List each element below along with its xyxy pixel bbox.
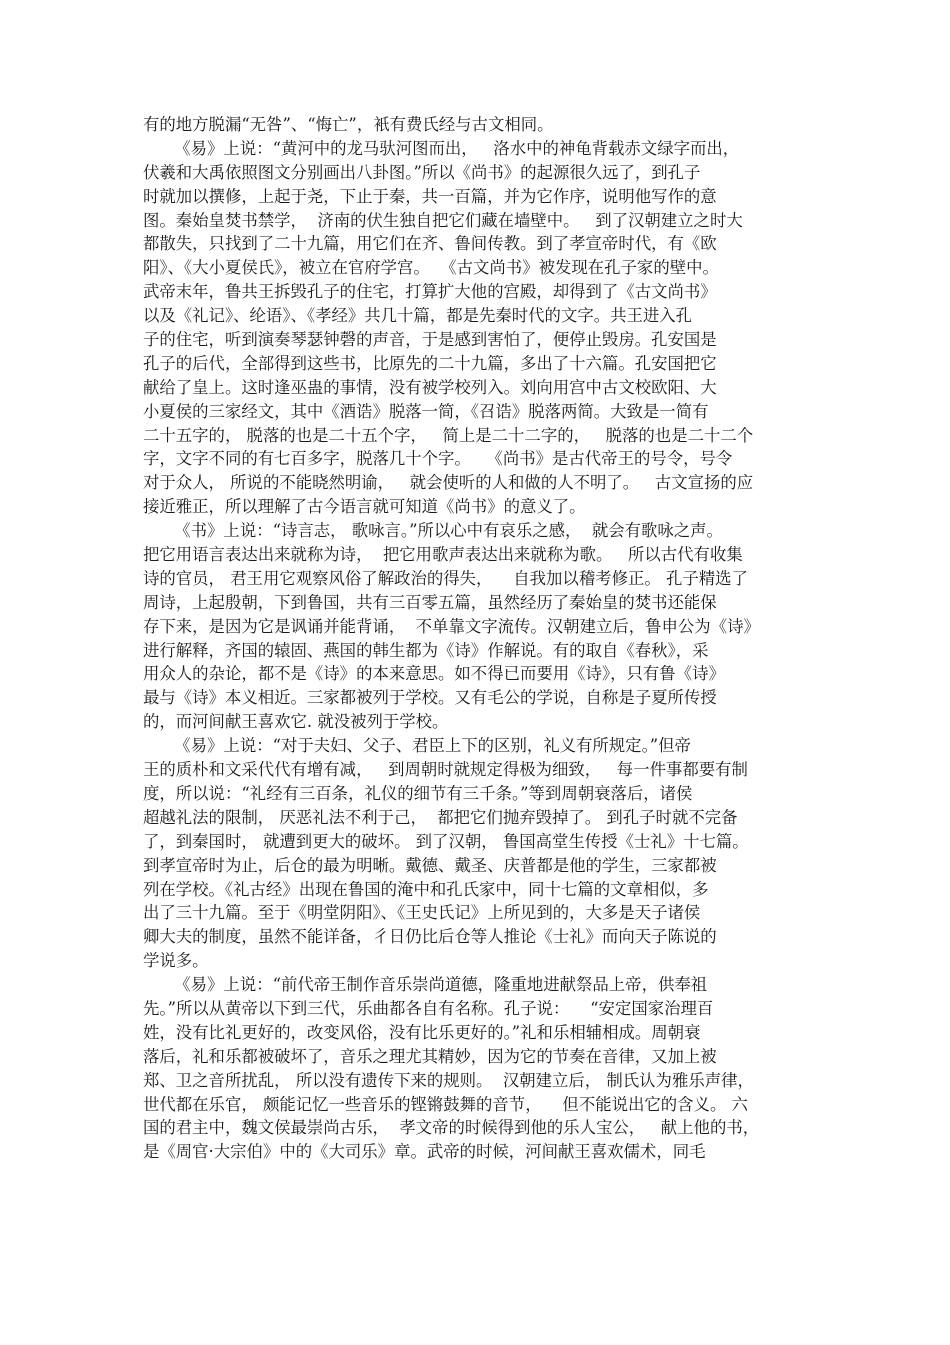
text-line: 国的君主中，魏文侯最崇尚古乐， 孝文帝的时候得到他的乐人宝公， 献上他的书， xyxy=(143,1118,760,1138)
text-line: 存下来，是因为它是讽诵并能背诵， 不单靠文字流传。汉朝建立后，鲁申公为《诗》 xyxy=(143,616,760,636)
text-line: 超越礼法的限制， 厌恶礼法不利于己， 都把它们抛弃毁掉了。 到孔子时就不完备 xyxy=(143,807,738,827)
text-line: 学说多。 xyxy=(143,951,209,971)
text-line: 《书》上说：“诗言志， 歌咏言。”所以心中有哀乐之感， 就会有歌咏之声。 xyxy=(143,521,723,541)
text-line: 落后，礼和乐都被破坏了，音乐之理尤其精妙，因为它的节奏在音律，又加上被 xyxy=(143,1046,717,1066)
text-line: 以及《礼记》、纶语》、《孝经》共几十篇，都是先秦时代的文字。共王进入孔 xyxy=(143,306,693,326)
text-line: 先。”所以从黄帝以下到三代，乐曲都各自有名称。孔子说： “安定国家治理百 xyxy=(143,998,714,1018)
text-line: 周诗，上起殷朝，下到鲁国，共有三百零五篇，虽然经历了秦始皇的焚书还能保 xyxy=(143,592,717,612)
text-line: 都散失，只找到了二十九篇，用它们在齐、鲁间传教。到了孝宣帝时代，有《欧 xyxy=(143,234,717,254)
text-line: 出了三十九篇。至于《明堂阴阳》、《王史氏记》上所见到的，大多是天子诸侯 xyxy=(143,903,701,923)
text-line: 二十五字的， 脱落的也是二十五个字， 简上是二十二字的， 脱落的也是二十二个 xyxy=(143,425,754,445)
text-line: 是《周官·大宗伯》中的《大司乐》章。武帝的时候，河间献王喜欢儒术，同毛 xyxy=(143,1142,706,1162)
text-line: 卿大夫的制度，虽然不能详备，彳日仍比后仓等人推论《士礼》而向天子陈说的 xyxy=(143,927,717,947)
text-line: 姓，没有比礼更好的，改变风俗，没有比乐更好的。”礼和乐相辅相成。周朝衰 xyxy=(143,1022,701,1042)
body-text xyxy=(143,113,823,1164)
text-line: 献给了皇上。这时逢巫蛊的事情，没有被学校列入。刘向用宫中古文校欧阳、大 xyxy=(143,377,717,397)
text-line: 孔子的后代，全部得到这些书，比原先的二十九篇，多出了十六篇。孔安国把它 xyxy=(143,353,717,373)
text-line: 度，所以说：“礼经有三百条，礼仪的细节有三千条。”等到周朝衰落后，诸侯 xyxy=(143,783,693,803)
text-line: 时就加以撰修，上起于尧，下止于秦，共一百篇，并为它作序，说明他写作的意 xyxy=(143,186,717,206)
text-line: 阳》、《大小夏侯氏》，被立在官府学宫。 《古文尚书》被发现在孔子家的壁中。 xyxy=(143,258,719,278)
text-line: 小夏侯的三家经文，其中《酒诰》脱落一简，《召诰》脱落两简。大致是一简有 xyxy=(143,401,709,421)
text-line: 有的地方脱漏“无咎”、“悔亡”，衹有费氏经与古文相同。 xyxy=(143,115,554,134)
text-line: 子的住宅，听到演奏琴瑟钟磬的声音，于是感到害怕了，便停止毁房。孔安国是 xyxy=(143,330,717,350)
text-line: 《易》上说：“前代帝王制作音乐崇尚道德，隆重地进献祭品上帝，供奉祖 xyxy=(143,975,708,995)
text-line: 把它用语言表达出来就称为诗， 把它用歌声表达出来就称为歌。 所以古代有收集 xyxy=(143,545,743,565)
text-line: 武帝末年，鲁共王拆毁孔子的住宅，打算扩大他的宫殿，却得到了《古文尚书》 xyxy=(143,282,717,302)
text-line: 图。秦始皇焚书禁学， 济南的伏生独自把它们藏在墙壁中。 到了汉朝建立之时大 xyxy=(143,210,743,230)
text-line: 进行解释，齐国的辕固、燕国的韩生都为《诗》作解说。有的取自《春秋》，采 xyxy=(143,640,709,660)
text-line: 到孝宣帝时为止，后仓的最为明晰。戴德、戴圣、庆普都是他的学生，三家都被 xyxy=(143,855,717,875)
text-line: 列在学校。《礼古经》出现在鲁国的淹中和孔氏家中，同十七篇的文章相似，多 xyxy=(143,879,709,899)
text-line: 《易》上说：“对于夫妇、父子、君臣上下的区别，礼义有所规定。”但帝 xyxy=(143,736,691,756)
text-line: 了，到秦国时， 就遭到更大的破坏。 到了汉朝， 鲁国高堂生传授《士礼》十七篇。 xyxy=(143,831,749,851)
text-line: 用众人的杂论，都不是《诗》的本来意思。如不得已而要用《诗》，只有鲁《诗》 xyxy=(143,664,725,684)
text-line: 郑、卫之音所扰乱， 所以没有遗传下来的规则。 汉朝建立后， 制氏认为雅乐声律， xyxy=(143,1070,754,1090)
text-line: 世代都在乐官， 颇能记忆一些音乐的铿锵鼓舞的音节， 但不能说出它的含义。 六 xyxy=(143,1094,748,1114)
text-line: 《易》上说：“黄河中的龙马驮河图而出， 洛水中的神龟背载赤文绿字而出， xyxy=(143,138,740,158)
text-line: 最与《诗》本义相近。三家都被列于学校。又有毛公的学说，自称是子夏所传授 xyxy=(143,688,717,708)
text-line: 接近雅正，所以理解了古今语言就可知道《尚书》的意义了。 xyxy=(143,497,586,517)
text-line: 诗的官员， 君王用它观察风俗了解政治的得失， 自我加以稽考修正。 孔子精选了 xyxy=(143,568,748,588)
text-line: 伏羲和大禹依照图文分别画出八卦图。”所以《尚书》的起源很久远了，到孔子 xyxy=(143,162,701,182)
text-line: 的，而河间献王喜欢它. 就没被列于学校。 xyxy=(143,712,449,732)
text-line: 王的质朴和文采代代有增有减， 到周朝时就规定得极为细致， 每一件事都要有制 xyxy=(143,760,748,780)
text-line: 对于众人， 所说的不能晓然明谕， 就会使听的人和做的人不明了。 古文宣扬的应 xyxy=(143,473,754,493)
text-line: 字，文字不同的有七百多字，脱落几十个字。 《尚书》是古代帝王的号令，号令 xyxy=(143,449,733,469)
